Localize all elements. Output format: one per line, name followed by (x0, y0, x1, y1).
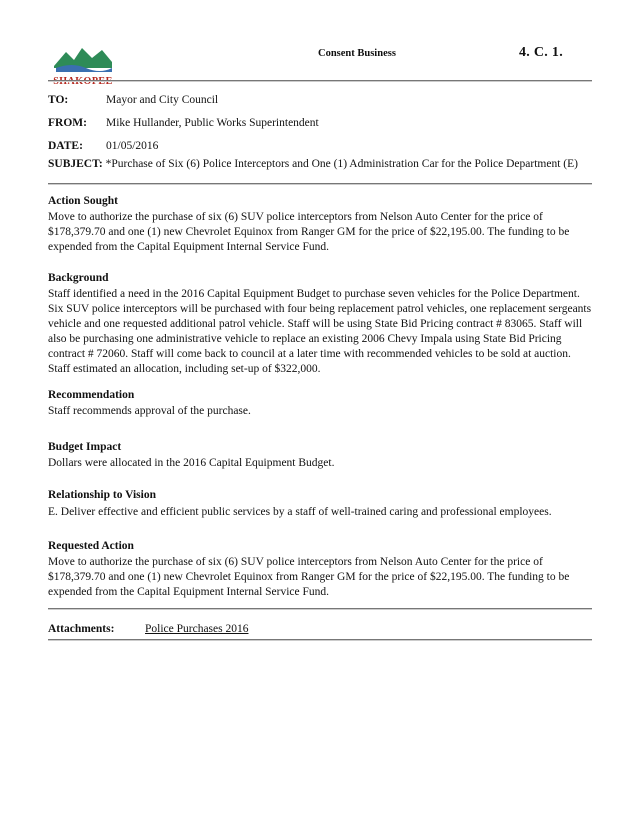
item-number: 4. C. 1. (519, 45, 564, 60)
date-label: DATE: (48, 140, 83, 152)
subject-divider (48, 183, 592, 185)
attachments-label: Attachments: (48, 623, 115, 635)
footer-divider (48, 639, 592, 641)
svg-text:SHAKOPEE: SHAKOPEE (53, 76, 113, 87)
recommendation-text: Staff recommends approval of the purchase. (48, 405, 251, 417)
relationship-text: E. Deliver effective and efficient public services by a staff of well-trained caring and professional employees. (48, 506, 552, 518)
attachment-link[interactable]: Police Purchases 2016 (145, 623, 249, 635)
requested-action-text: Move to authorize the purchase of six (6) SUV police interceptors from Nelson Auto Center for the price of $178,379.70 and one (1) new Chevrolet Equinox from Ranger GM for the price of $22,195.00. The funding to be expended from the Capital Equipment Internal Service Fund. (48, 556, 570, 598)
section-heading: Consent Business (318, 48, 396, 59)
subject-line (48, 158, 578, 170)
to-value: Mayor and City Council (106, 94, 219, 106)
attachments-divider (48, 608, 592, 610)
requested-action-title: Requested Action (48, 540, 134, 552)
budget-impact-title: Budget Impact (48, 441, 122, 453)
to-label: TO: (48, 94, 69, 106)
from-value: Mike Hullander, Public Works Superintendent (106, 117, 319, 129)
background-text: Staff identified a need in the 2016 Capital Equipment Budget to purchase seven vehicles for the Police Department. Six SUV police interceptors will be purchased with four being replacement patrol vehicles, one replacement sergeants vehicle and one requested additional patrol vehicle. Staff will be using State Bid Pricing contract # 83065. Staff will also be purchasing one administrative vehicle to replace an existing 2006 Chevy Impala using State Bid Pricing contract # 72060. Staff will come back to council at a later time with recommended vehicles to be sold at auction. Staff estimated an allocation, including set-up of $322,000. (48, 288, 592, 375)
from-label: FROM: (48, 117, 87, 129)
action-sought-text: Move to authorize the purchase of six (6) SUV police interceptors from Nelson Auto Center for the price of $178,379.70 and one (1) new Chevrolet Equinox from Ranger GM for the price of $22,195.00. The funding to be expended from the Capital Equipment Internal Service Fund. (48, 211, 570, 253)
background-title: Background (48, 272, 109, 284)
recommendation-title: Recommendation (48, 389, 135, 401)
relationship-title: Relationship to Vision (48, 489, 156, 501)
subject-value: *Purchase of Six (6) Police Interceptors and One (1) Administration Car for the Police Department (E) (105, 158, 578, 170)
budget-impact-text: Dollars were allocated in the 2016 Capital Equipment Budget. (48, 457, 335, 469)
header-divider (48, 80, 592, 82)
date-value: 01/05/2016 (106, 140, 159, 152)
action-sought-title: Action Sought (48, 195, 118, 207)
subject-label: SUBJECT: (48, 158, 103, 170)
